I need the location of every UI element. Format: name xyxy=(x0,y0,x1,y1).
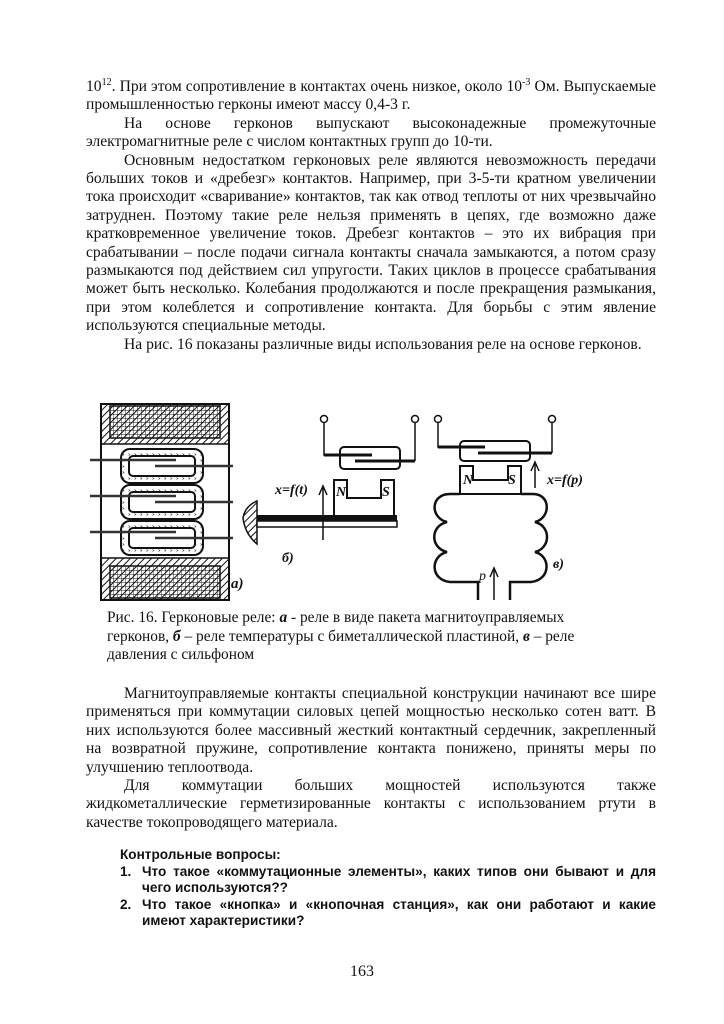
question-text: Что такое «кнопка» и «кнопочная станция», как они работают и какие имеют характеристики? xyxy=(142,896,656,929)
superscript: -3 xyxy=(522,77,531,88)
question-item xyxy=(120,897,656,930)
diagram-v xyxy=(434,416,583,601)
diagram-a xyxy=(90,404,244,600)
paragraph: Магнитоуправляемые контакты специальной конструкции начинают все шире применяться при коммутации силовых цепей мощностью несколько сотен ватт. В них используются более массивный жесткий контактный сердечник, закрепленный на возвратной пружине, сопротивление контакта понижено, приняты меры по улучшению теплоотвода. xyxy=(86,685,656,776)
caption-text-a: - реле в виде пакета магнитоуправляемых герконов, xyxy=(107,609,565,645)
formula-v: x=f(p) xyxy=(547,473,583,488)
diagram-b xyxy=(243,416,419,567)
pole-s-v: S xyxy=(508,473,516,488)
paragraph-text: . При этом сопротивление в контактах очень низкое, около 10 xyxy=(111,78,523,95)
paragraph: На рис. 16 показаны различные виды использования реле на основе герконов. xyxy=(124,335,642,353)
pole-s: S xyxy=(382,485,390,500)
pressure-label: p xyxy=(479,569,486,584)
superscript: 12 xyxy=(101,77,112,88)
question-number: 2. xyxy=(120,896,132,912)
caption-letter-b: б xyxy=(172,627,181,645)
page-number: 163 xyxy=(350,963,374,980)
body-text-bottom xyxy=(86,685,656,832)
pole-n: N xyxy=(336,485,347,500)
paragraph: Основным недостатком герконовых реле являются невозможность передачи больших токов и «дребезг» контактов. Например, при 3-5-ти кратном увеличении тока происходит «сваривание» контактов, так как отвод теплоты от них чрезвычайно затруднен. Поэтому такие реле нельзя применять в цепях, где возможно даже кратковременное увеличение токов. Дребезг контактов – это их вибрация при срабатывании – после подачи сигнала контакты сначала замыкаются, а потом сразу размыкаются под действием сил упругости. Таких циклов в процессе срабатывания может быть несколько. Колебания продолжаются и после прекращения размыкания, при этом колеблется и сопротивление контакта. Для борьбы с этим явление используются специальные методы. xyxy=(86,151,656,335)
figure-16-reed-relays xyxy=(85,398,645,606)
questions-list xyxy=(120,864,656,930)
question-item xyxy=(120,864,656,897)
questions-title: Контрольные вопросы: xyxy=(120,847,281,862)
question-text: Что такое «коммутационные элементы», каких типов они бывают и для чего используются?? xyxy=(142,863,656,896)
body-text-top xyxy=(86,78,656,354)
caption-letter-v: в xyxy=(522,627,530,645)
pole-n-v: N xyxy=(463,473,474,488)
exponent-base: 10 xyxy=(86,78,102,95)
caption-text-b: – реле температуры с биметаллической пластиной, xyxy=(180,627,523,645)
caption-text-v: – реле давления с сильфоном xyxy=(107,627,575,664)
label-v: в) xyxy=(553,557,564,572)
label-b: б) xyxy=(282,551,294,566)
review-questions xyxy=(120,847,656,930)
paragraph: Для коммутации больших мощностей используются также жидкометаллические герметизированные контакты с использованием ртути в качестве токопроводящего материала. xyxy=(86,777,656,831)
paragraph-text: Ом. Выпускаемые промышленностью герконы имеют массу 0,4-3 г. xyxy=(86,78,656,114)
paragraph: На основе герконов выпускают высоконадежные промежуточные электромагнитные реле с числом контактных групп до 10-ти. xyxy=(86,114,656,151)
figure-caption xyxy=(107,609,627,665)
caption-prefix: Рис. 16. Герконовые реле: xyxy=(107,609,280,626)
formula-b: x=f(t) xyxy=(275,483,308,498)
caption-letter-a: а xyxy=(279,609,288,626)
question-number: 1. xyxy=(120,863,132,879)
paragraph-continuation xyxy=(86,78,656,115)
label-a: а) xyxy=(231,576,244,592)
